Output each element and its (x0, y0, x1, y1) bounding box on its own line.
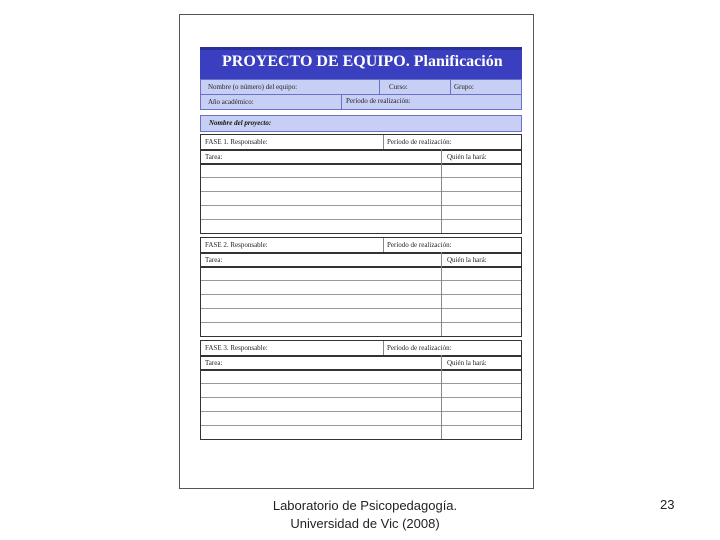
phase-row-line (201, 411, 521, 412)
group-label: Grupo: (454, 83, 474, 91)
info-divider (450, 80, 451, 94)
phase-row-line (201, 177, 521, 178)
phase-row-line (201, 383, 521, 384)
phase-row-line (201, 322, 521, 323)
phase-who-label: Quién la hará: (447, 359, 487, 367)
phase-divider (383, 135, 384, 149)
phase-row-line (201, 308, 521, 309)
phase-period-label: Período de realización: (387, 241, 452, 249)
phase-divider (441, 355, 442, 439)
phase-task-label: Tarea: (205, 256, 223, 264)
info-divider (379, 80, 380, 94)
phase-divider (201, 163, 521, 165)
form-title: PROYECTO DE EQUIPO. Planificación (222, 53, 503, 70)
phase-row-line (201, 205, 521, 206)
phase-row-line (201, 397, 521, 398)
phase-task-label: Tarea: (205, 359, 223, 367)
phase-row-line (201, 425, 521, 426)
slide-footer (190, 497, 540, 533)
project-name-label: Nombre del proyecto: (209, 119, 272, 127)
phase-row-line (201, 280, 521, 281)
info-divider (341, 94, 342, 109)
phase-responsible-label: FASE 1. Responsable: (205, 138, 268, 146)
phase-task-label: Tarea: (205, 153, 223, 161)
phase-period-label: Período de realización: (387, 344, 452, 352)
phase-divider (441, 149, 442, 233)
phase-row-line (201, 191, 521, 192)
info-divider (201, 94, 521, 95)
phase-responsible-label: FASE 3. Responsable: (205, 344, 268, 352)
phase-divider (201, 266, 521, 268)
period-label: Período de realización: (346, 97, 411, 105)
phase-1-table (200, 134, 522, 234)
course-label: Curso: (389, 83, 408, 91)
phase-who-label: Quién la hará: (447, 153, 487, 161)
team-name-label: Nombre (o número) del equipo: (208, 83, 298, 91)
phase-row-line (201, 294, 521, 295)
phase-period-label: Período de realización: (387, 138, 452, 146)
project-name-box (200, 115, 522, 132)
phase-divider (441, 252, 442, 336)
page-number: 23 (660, 497, 675, 512)
phase-row-line (201, 219, 521, 220)
phase-responsible-label: FASE 2. Responsable: (205, 241, 268, 249)
academic-year-label: Año académico: (208, 98, 254, 106)
phase-divider (201, 355, 521, 357)
footer-line-1: Laboratorio de Psicopedagogía. (272, 498, 458, 513)
phase-2-table (200, 237, 522, 337)
phase-divider (383, 238, 384, 252)
team-info-box (200, 79, 522, 110)
phase-3-table (200, 340, 522, 440)
phase-divider (201, 149, 521, 151)
footer-line-2: Universidad de Vic (2008) (290, 516, 440, 531)
phase-who-label: Quién la hará: (447, 256, 487, 264)
phase-divider (201, 369, 521, 371)
phase-divider (201, 252, 521, 254)
phase-divider (383, 341, 384, 355)
form-page (179, 14, 534, 489)
